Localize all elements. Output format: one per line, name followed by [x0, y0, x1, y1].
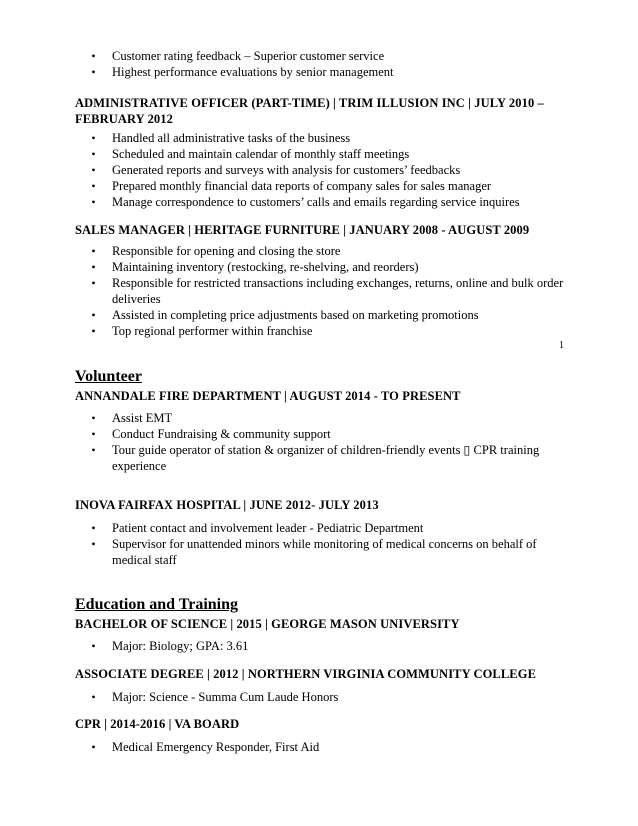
volunteer-heading: ANNANDALE FIRE DEPARTMENT | AUGUST 2014 - TO PRESENT — [75, 389, 461, 403]
bullet-icon: • — [91, 639, 96, 653]
bullet-icon: • — [91, 324, 96, 338]
list-item: • Maintaining inventory (restocking, re-shelving, and reorders) — [75, 259, 575, 275]
list-item: • Tour guide operator of station & organizer of children-friendly events ▯ CPR training experience — [75, 442, 575, 474]
list-item: • Top regional performer within franchise — [75, 323, 575, 339]
job-heading: SALES MANAGER | HERITAGE FURNITURE | JANUARY 2008 - AUGUST 2009 — [75, 223, 530, 237]
list-item: • Responsible for restricted transactions including exchanges, returns, online and bulk order deliveries — [75, 275, 575, 307]
list-item: • Prepared monthly financial data reports of company sales for sales manager — [75, 178, 575, 194]
bullet-icon: • — [91, 521, 96, 535]
list-item: • Highest performance evaluations by senior management — [75, 64, 575, 80]
list-item: • Major: Biology; GPA: 3.61 — [75, 638, 575, 654]
section-title-volunteer: Volunteer — [75, 368, 142, 385]
education-bullet-list — [75, 689, 575, 705]
bullet-icon: • — [91, 443, 96, 457]
bullet-icon: • — [91, 276, 96, 290]
list-item: • Conduct Fundraising & community support — [75, 426, 575, 442]
bullet-icon: • — [91, 260, 96, 274]
bullet-icon: • — [91, 537, 96, 551]
list-item: • Customer rating feedback – Superior customer service — [75, 48, 575, 64]
education-bullet-list — [75, 638, 575, 654]
education-heading: ASSOCIATE DEGREE | 2012 | NORTHERN VIRGINIA COMMUNITY COLLEGE — [75, 667, 537, 681]
bullet-icon: • — [91, 49, 96, 63]
bullet-icon: • — [91, 163, 96, 177]
education-bullet-list — [75, 739, 575, 755]
page-number: 1 — [559, 340, 564, 351]
bullet-icon: • — [91, 740, 96, 754]
bullet-icon: • — [91, 179, 96, 193]
list-item: • Assisted in completing price adjustments based on marketing promotions — [75, 307, 575, 323]
list-item: • Scheduled and maintain calendar of monthly staff meetings — [75, 146, 575, 162]
bullet-icon: • — [91, 65, 96, 79]
bullet-icon: • — [91, 308, 96, 322]
bullet-icon: • — [91, 147, 96, 161]
section-title-education: Education and Training — [75, 596, 239, 613]
intro-bullet-list — [75, 48, 575, 80]
job-bullet-list — [75, 130, 575, 210]
volunteer-bullet-list — [75, 520, 575, 568]
list-item: • Major: Science - Summa Cum Laude Honors — [75, 689, 575, 705]
bullet-icon: • — [91, 195, 96, 209]
volunteer-heading: INOVA FAIRFAX HOSPITAL | JUNE 2012- JULY 2013 — [75, 498, 379, 512]
bullet-icon: • — [91, 131, 96, 145]
bullet-icon: • — [91, 690, 96, 704]
job-heading: ADMINISTRATIVE OFFICER (PART-TIME) | TRIM ILLUSION INC | JULY 2010 – FEBRUARY 2012 — [75, 96, 544, 126]
volunteer-bullet-list — [75, 410, 575, 474]
list-item: • Generated reports and surveys with analysis for customers’ feedbacks — [75, 162, 575, 178]
education-heading: CPR | 2014-2016 | VA BOARD — [75, 717, 240, 731]
list-item: • Assist EMT — [75, 410, 575, 426]
list-item: • Handled all administrative tasks of the business — [75, 130, 575, 146]
list-item: • Manage correspondence to customers’ calls and emails regarding service inquires — [75, 194, 575, 210]
list-item: • Supervisor for unattended minors while monitoring of medical concerns on behalf of medical staff — [75, 536, 575, 568]
list-item: • Medical Emergency Responder, First Aid — [75, 739, 575, 755]
bullet-icon: • — [91, 411, 96, 425]
education-heading: BACHELOR OF SCIENCE | 2015 | GEORGE MASON UNIVERSITY — [75, 617, 460, 631]
bullet-icon: • — [91, 427, 96, 441]
list-item: • Patient contact and involvement leader - Pediatric Department — [75, 520, 575, 536]
list-item: • Responsible for opening and closing the store — [75, 243, 575, 259]
bullet-icon: • — [91, 244, 96, 258]
job-bullet-list — [75, 243, 575, 339]
